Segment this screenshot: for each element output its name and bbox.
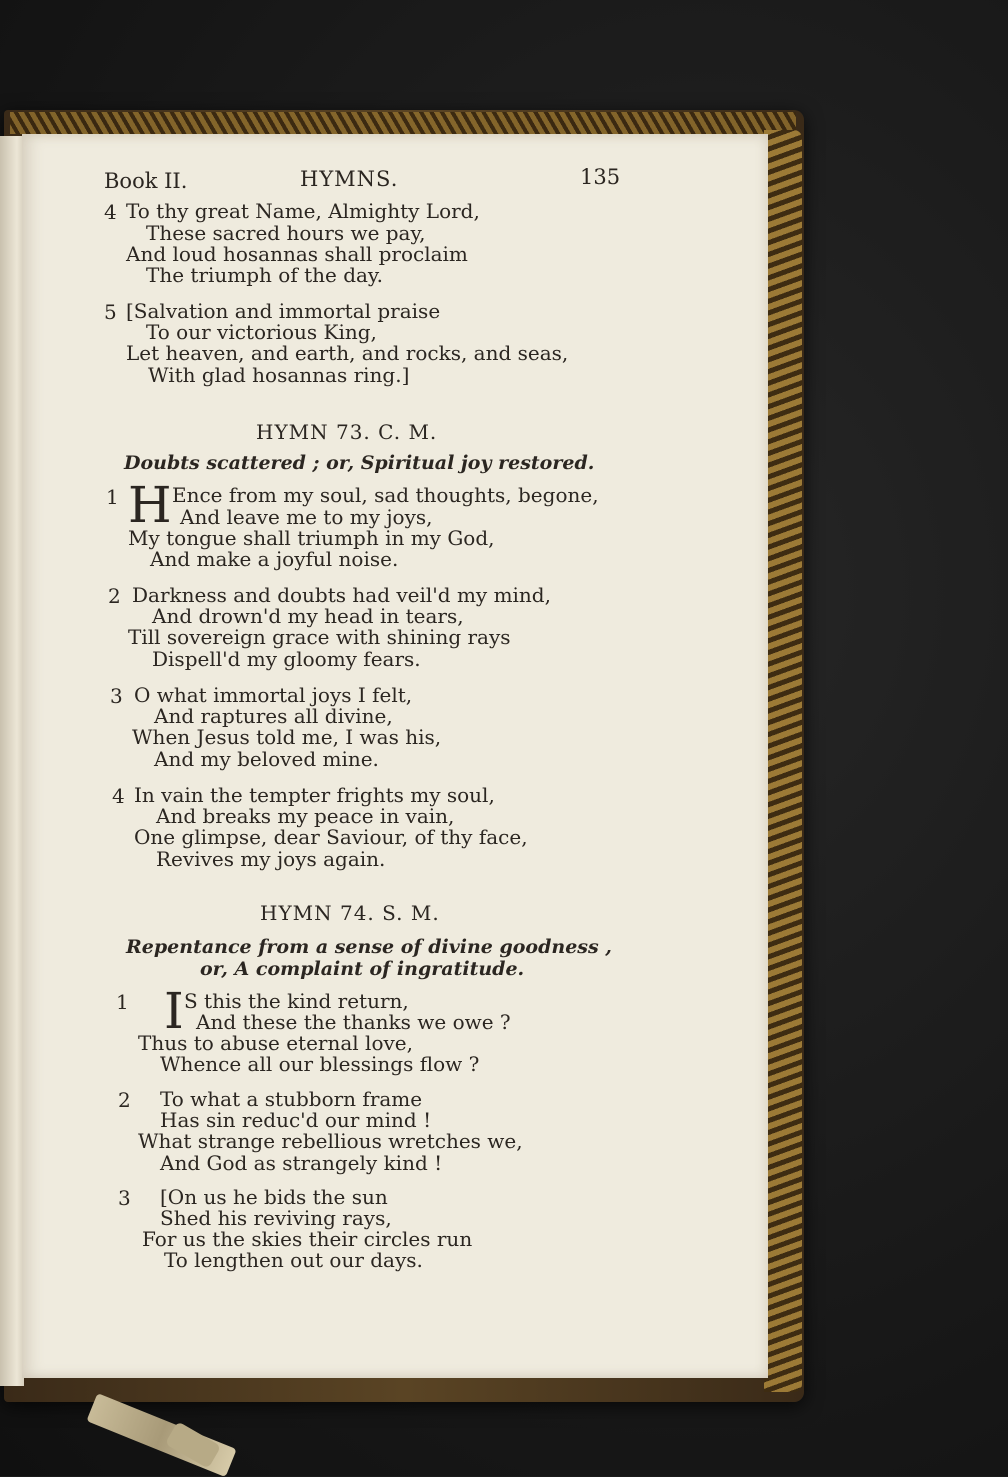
verse-line: To lengthen out our days. (164, 1248, 423, 1272)
verse-line: And drown'd my head in tears, (152, 604, 464, 628)
verse-number: 4 (104, 200, 117, 224)
facing-page-edge (0, 136, 24, 1386)
verse-line: And God as strangely kind ! (160, 1151, 443, 1175)
hymn-subtitle: or, A complaint of ingratitude. (200, 958, 525, 980)
verse-number: 2 (118, 1088, 131, 1112)
verse-number: 2 (108, 584, 121, 608)
verse-line: S this the kind return, (184, 989, 409, 1013)
hymn-title: HYMN 73. C. M. (256, 420, 438, 444)
verse-line: To our victorious King, (146, 320, 377, 344)
verse-line: Ence from my soul, sad thoughts, begone, (172, 483, 599, 507)
verse-line: Has sin reduc'd our mind ! (160, 1108, 432, 1132)
verse-number: 4 (112, 784, 125, 808)
hymn-subtitle: Repentance from a sense of divine goodness , (126, 936, 612, 958)
running-header-section: HYMNS. (300, 167, 399, 191)
verse-line: These sacred hours we pay, (146, 221, 426, 245)
verse-line: And breaks my peace in vain, (156, 804, 455, 828)
verse-line: [Salvation and immortal praise (126, 299, 441, 323)
verse-line: Dispell'd my gloomy fears. (152, 647, 421, 671)
verse-line: And loud hosannas shall proclaim (126, 242, 468, 266)
verse-number: 3 (110, 684, 123, 708)
verse-line: [On us he bids the sun (160, 1185, 388, 1209)
verse-line: Revives my joys again. (156, 847, 386, 871)
verse-line: And my beloved mine. (154, 747, 379, 771)
verse-number: 3 (118, 1186, 131, 1210)
verse-line: Darkness and doubts had veil'd my mind, (132, 583, 551, 607)
verse-line: And these the thanks we owe ? (196, 1010, 511, 1034)
verse-line: To thy great Name, Almighty Lord, (126, 199, 480, 223)
gilt-edge-top (10, 112, 796, 134)
verse-line: And raptures all divine, (154, 704, 393, 728)
verse-line: And make a joyful noise. (150, 547, 399, 571)
verse-line: Thus to abuse eternal love, (138, 1031, 413, 1055)
running-header-book: Book II. (104, 169, 188, 193)
verse-line: And leave me to my joys, (180, 505, 433, 529)
verse-line: To what a stubborn frame (160, 1087, 423, 1111)
hymn-title: HYMN 74. S. M. (260, 901, 440, 925)
verse-line: With glad hosannas ring.] (148, 363, 410, 387)
verse-line: O what immortal joys I felt, (134, 683, 413, 707)
drop-cap: H (128, 476, 172, 534)
verse-number: 5 (104, 300, 117, 324)
hymn-subtitle: Doubts scattered ; or, Spiritual joy restored. (124, 452, 595, 474)
verse-number: 1 (106, 485, 119, 509)
verse-line: Let heaven, and earth, and rocks, and seas, (126, 341, 569, 365)
verse-line: My tongue shall triumph in my God, (128, 526, 495, 550)
verse-line: The triumph of the day. (146, 263, 383, 287)
verse-line: Shed his reviving rays, (160, 1206, 392, 1230)
gilt-edge-right (764, 130, 802, 1392)
verse-number: 1 (116, 990, 129, 1014)
verse-line: Whence all our blessings flow ? (160, 1052, 480, 1076)
drop-cap: I (164, 982, 184, 1040)
verse-line: What strange rebellious wretches we, (138, 1129, 523, 1153)
verse-line: One glimpse, dear Saviour, of thy face, (134, 825, 528, 849)
page-number: 135 (580, 165, 621, 189)
verse-line: In vain the tempter frights my soul, (134, 783, 495, 807)
verse-line: Till sovereign grace with shining rays (128, 625, 511, 649)
verse-line: When Jesus told me, I was his, (132, 725, 442, 749)
verse-line: For us the skies their circles run (142, 1227, 473, 1251)
